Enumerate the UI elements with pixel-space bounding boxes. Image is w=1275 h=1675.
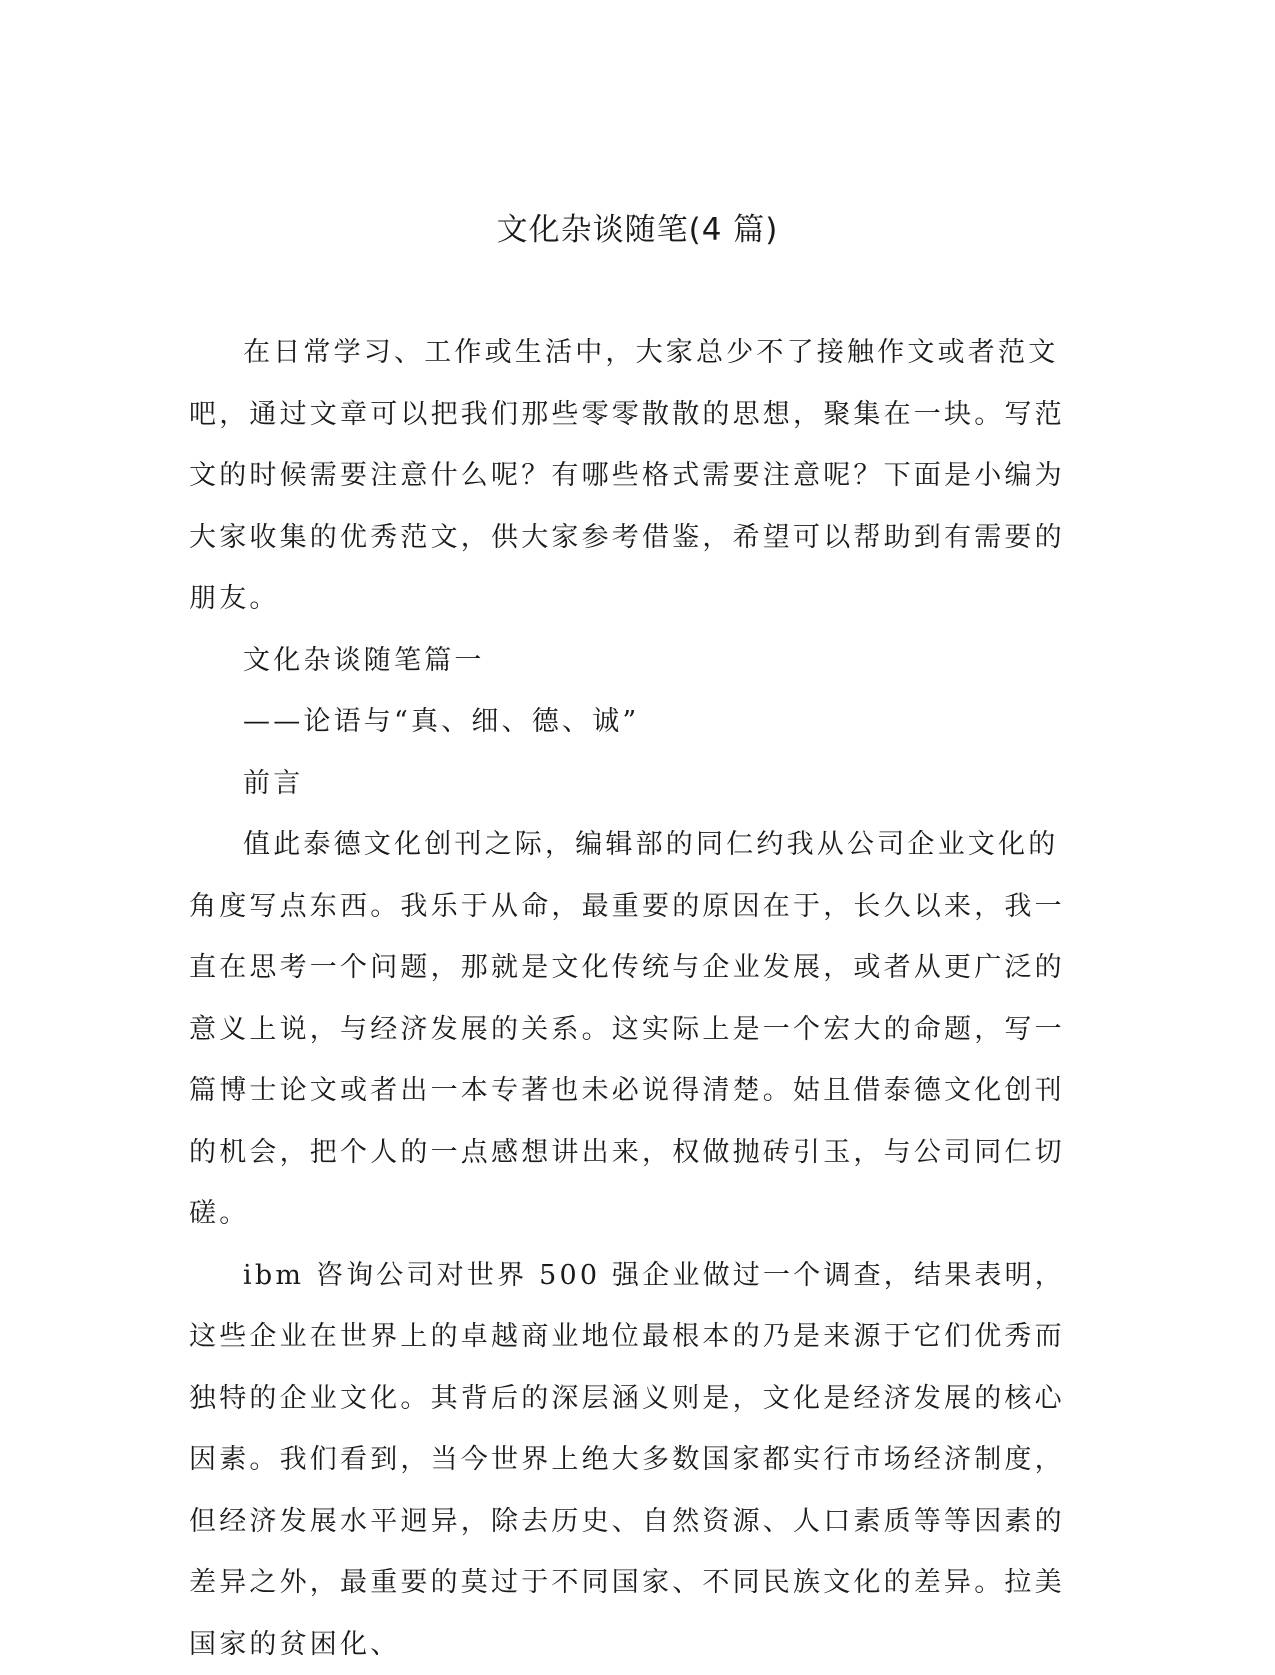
preface-heading: 前言	[189, 753, 1077, 815]
section-heading: 文化杂谈随笔篇一	[189, 630, 1077, 692]
body-paragraph: 值此泰德文化创刊之际，编辑部的同仁约我从公司企业文化的角度写点东西。我乐于从命，最重要的原因在于，长久以来，我一直在思考一个问题，那就是文化传统与企业发展，或者从更广泛的意义上说，与经济发展的关系。这实际上是一个宏大的命题，写一篇博士论文或者出一本专著也未必说得清楚。姑且借泰德文化创刊的机会，把个人的一点感想讲出来，权做抛砖引玉，与公司同仁切磋。	[189, 814, 1077, 1245]
document-body	[189, 322, 1077, 1675]
document-title: 文化杂谈随笔(4 篇)	[0, 208, 1275, 252]
intro-paragraph: 在日常学习、工作或生活中，大家总少不了接触作文或者范文吧，通过文章可以把我们那些零零散散的思想，聚集在一块。写范文的时候需要注意什么呢？有哪些格式需要注意呢？下面是小编为大家收集的优秀范文，供大家参考借鉴，希望可以帮助到有需要的朋友。	[189, 322, 1077, 630]
body-paragraph: ibm 咨询公司对世界 500 强企业做过一个调查，结果表明，这些企业在世界上的卓越商业地位最根本的乃是来源于它们优秀而独特的企业文化。其背后的深层涵义则是，文化是经济发展的核心因素。我们看到，当今世界上绝大多数国家都实行市场经济制度，但经济发展水平迥异，除去历史、自然资源、人口素质等等因素的差异之外，最重要的莫过于不同国家、不同民族文化的差异。拉美国家的贫困化、	[189, 1245, 1077, 1675]
section-subtitle: ——论语与“真、细、德、诚”	[189, 691, 1077, 753]
